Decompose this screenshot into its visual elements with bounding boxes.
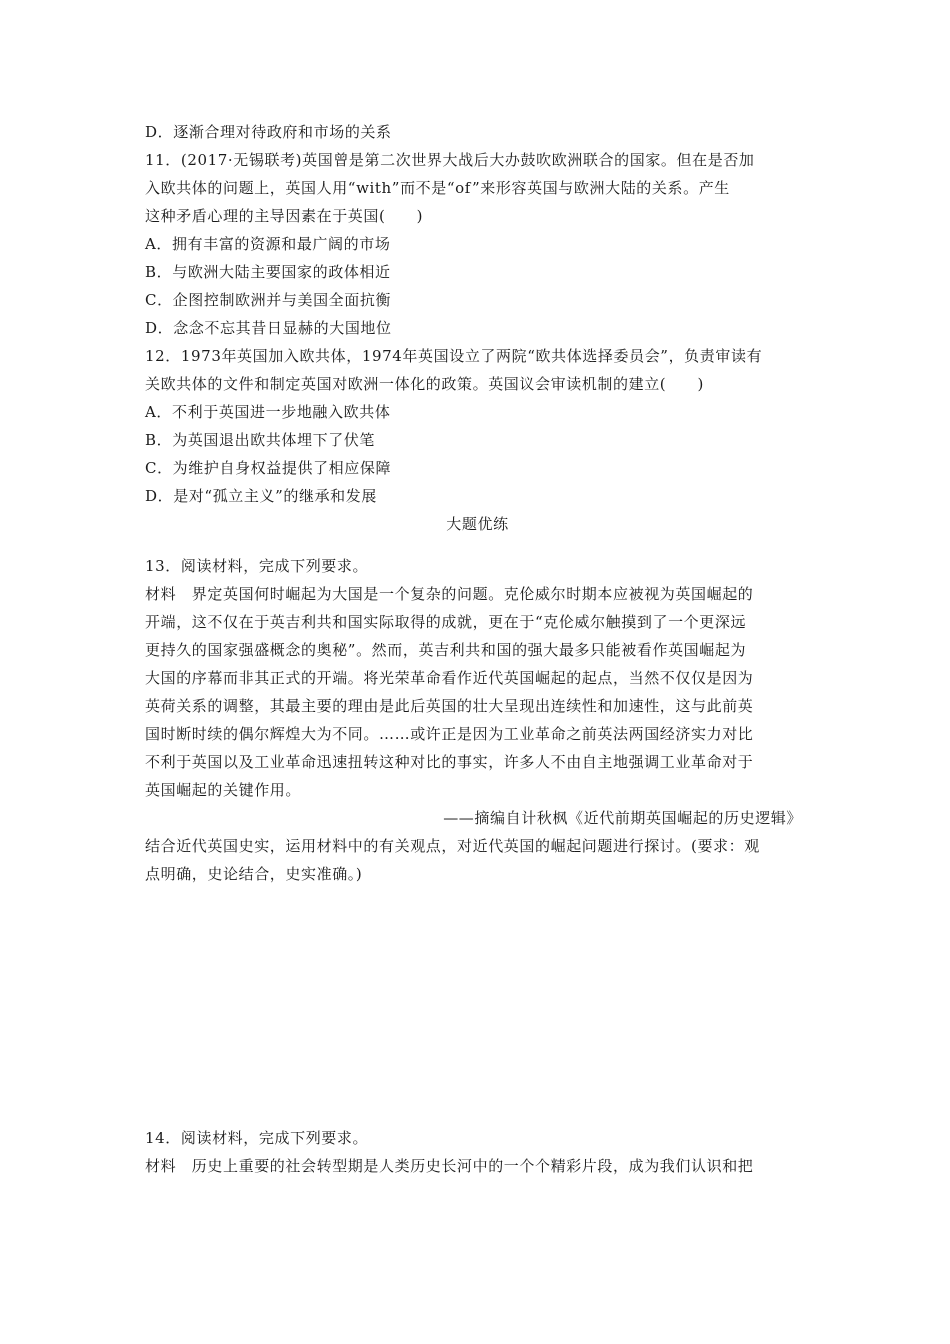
document-page — [145, 118, 810, 1180]
q11-option-d: D．念念不忘其昔日显赫的大国地位 — [145, 319, 392, 337]
q13-material-line: 大国的序幕而非其正式的开端。将光荣革命看作近代英国崛起的起点，当然不仅仅是因为 — [145, 669, 754, 687]
answer-space — [145, 888, 810, 1124]
section-title: 大题优练 — [446, 515, 509, 533]
q12-option-d: D．是对“孤立主义”的继承和发展 — [145, 487, 377, 505]
question-14 — [145, 1124, 810, 1180]
q11-stem-line-2: 入欧共体的问题上，英国人用“with”而不是“of”来形容英国与欧洲大陆的关系。产生 — [145, 179, 730, 197]
q11-option-c: C．企图控制欧洲并与美国全面抗衡 — [145, 291, 392, 309]
q13-material-line: 材料 界定英国何时崛起为大国是一个复杂的问题。克伦威尔时期本应被视为英国崛起的 — [145, 585, 754, 603]
question-12 — [145, 342, 810, 510]
q13-material-line: 英国崛起的关键作用。 — [145, 781, 302, 799]
q13-stem: 13．阅读材料，完成下列要求。 — [145, 557, 369, 575]
q12-stem-line-2: 关欧共体的文件和制定英国对欧洲一体化的政策。英国议会审读机制的建立( ) — [145, 375, 704, 393]
q13-requirement-line-1: 结合近代英国史实，运用材料中的有关观点，对近代英国的崛起问题进行探讨。(要求：观 — [145, 837, 760, 855]
q12-option-c: C．为维护自身权益提供了相应保障 — [145, 459, 392, 477]
q12-option-b: B．为英国退出欧共体埋下了伏笔 — [145, 431, 376, 449]
question-13 — [145, 552, 810, 888]
spacer — [145, 538, 810, 552]
q10-option-d: D．逐渐合理对待政府和市场的关系 — [145, 123, 392, 141]
q14-material-line: 材料 历史上重要的社会转型期是人类历史长河中的一个个精彩片段，成为我们认识和把 — [145, 1157, 754, 1175]
q11-option-b: B．与欧洲大陆主要国家的政体相近 — [145, 263, 391, 281]
q13-source: ——摘编自计秋枫《近代前期英国崛起的历史逻辑》 — [443, 809, 802, 827]
q12-stem-line-1: 12．1973年英国加入欧共体，1974年英国设立了两院“欧共体选择委员会”，负责审读有 — [145, 347, 763, 365]
q13-material-line: 英荷关系的调整，其最主要的理由是此后英国的壮大呈现出连续性和加速性，这与此前英 — [145, 697, 754, 715]
q13-material-line: 国时断时续的偶尔辉煌大为不同。……或许正是因为工业革命之前英法两国经济实力对比 — [145, 725, 754, 743]
q11-option-a: A．拥有丰富的资源和最广阔的市场 — [145, 235, 391, 253]
q14-stem: 14．阅读材料，完成下列要求。 — [145, 1129, 369, 1147]
q13-material-line: 不利于英国以及工业革命迅速扭转这种对比的事实，许多人不由自主地强调工业革命对于 — [145, 753, 754, 771]
q12-option-a: A．不利于英国进一步地融入欧共体 — [145, 403, 391, 421]
q11-stem-line-3: 这种矛盾心理的主导因素在于英国( ) — [145, 207, 424, 225]
q13-requirement-line-2: 点明确，史论结合，史实准确。) — [145, 865, 363, 883]
q13-material-line: 开端，这不仅在于英吉利共和国实际取得的成就，更在于“克伦威尔触摸到了一个更深远 — [145, 613, 747, 631]
q13-material-line: 更持久的国家强盛概念的奥秘”。然而，英吉利共和国的强大最多只能被看作英国崛起为 — [145, 641, 747, 659]
q11-stem-line-1: 11．(2017·无锡联考)英国曾是第二次世界大战后大办鼓吹欧洲联合的国家。但在是否加 — [145, 151, 755, 169]
question-11 — [145, 146, 810, 342]
